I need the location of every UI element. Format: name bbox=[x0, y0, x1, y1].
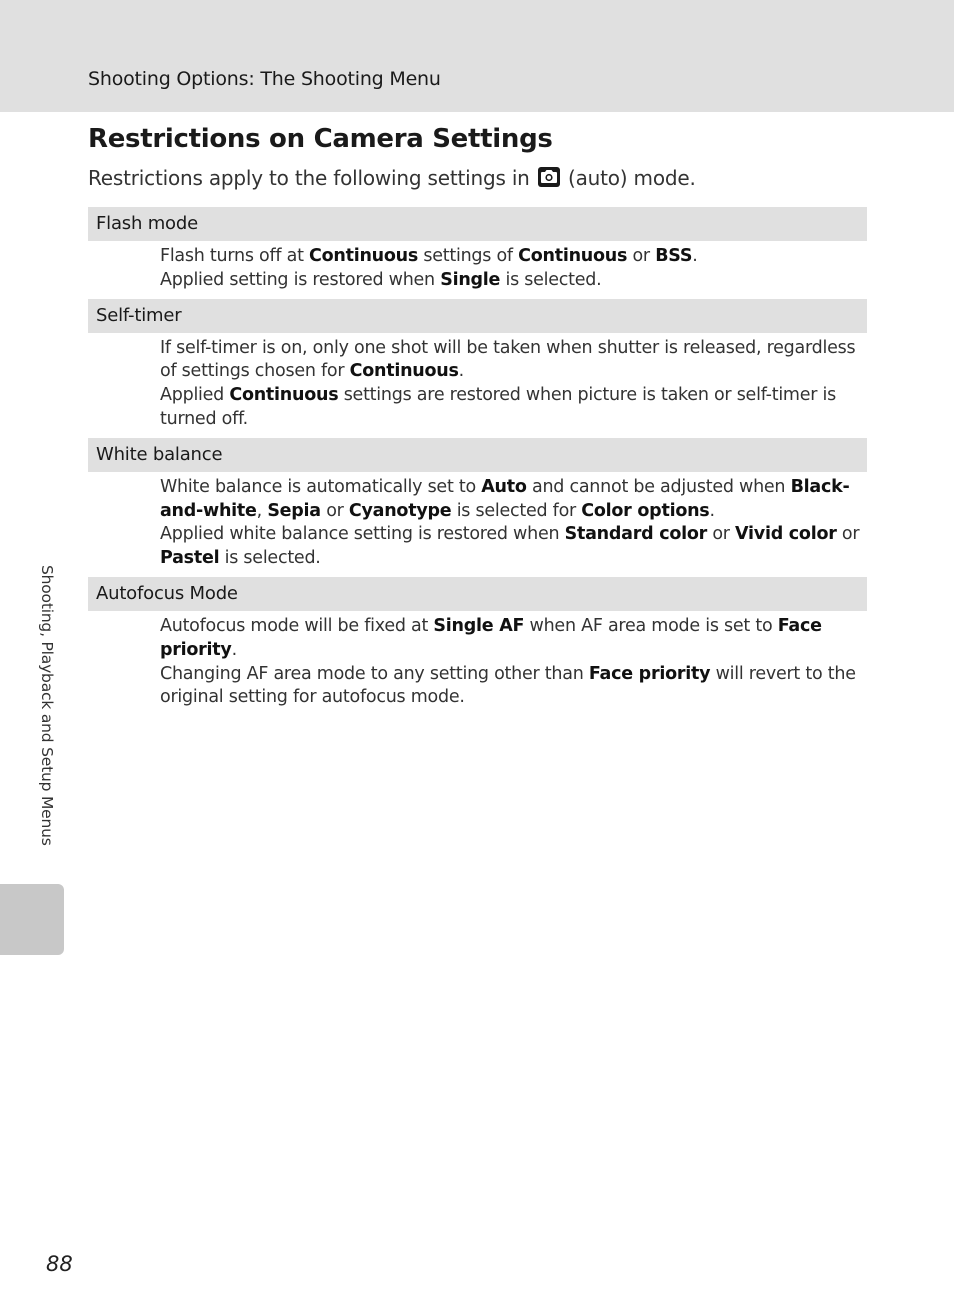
text-run: . bbox=[692, 246, 698, 266]
text-run: settings of bbox=[418, 246, 519, 266]
text-run: or bbox=[836, 524, 860, 545]
text-run: settings are restored when picture is taken or self-timer is turned off. bbox=[160, 385, 836, 429]
text-run: Applied bbox=[160, 385, 230, 406]
section-body bbox=[88, 333, 867, 438]
setting-name: Continuous bbox=[309, 246, 419, 266]
text-run: will revert to the original setting for autofocus mode. bbox=[160, 663, 856, 708]
page-title: Restrictions on Camera Settings bbox=[88, 124, 553, 154]
setting-name: Face priority bbox=[588, 663, 711, 684]
restrictions-list bbox=[88, 207, 867, 716]
restriction-paragraph bbox=[160, 476, 867, 524]
text-run: and cannot be adjusted when bbox=[526, 476, 791, 497]
text-run: Applied white balance setting is restored when bbox=[160, 524, 565, 545]
text-run: or bbox=[320, 500, 349, 521]
text-run: . bbox=[458, 361, 464, 382]
text-run: when AF area mode is set to bbox=[524, 615, 778, 636]
restriction-section bbox=[88, 207, 867, 299]
setting-name: Cyanotype bbox=[348, 500, 452, 521]
restriction-paragraph bbox=[160, 384, 867, 432]
section-body bbox=[88, 241, 867, 299]
chapter-tab bbox=[0, 884, 64, 955]
intro-text-after: (auto) mode. bbox=[561, 166, 696, 190]
header-band bbox=[0, 0, 954, 112]
text-run: is selected for bbox=[451, 500, 582, 521]
page-number: 88 bbox=[46, 1252, 73, 1276]
section-body bbox=[88, 472, 867, 577]
setting-name: Continuous bbox=[229, 385, 339, 406]
restriction-paragraph bbox=[160, 245, 867, 269]
setting-name: Auto bbox=[481, 476, 527, 497]
section-heading: White balance bbox=[88, 438, 867, 472]
text-run: is selected. bbox=[219, 548, 321, 569]
setting-name: Black-and-white bbox=[160, 476, 850, 521]
setting-name: Single AF bbox=[433, 615, 525, 636]
section-body bbox=[88, 611, 867, 716]
text-run: , bbox=[256, 500, 268, 521]
text-run: Flash turns off at bbox=[160, 246, 310, 266]
text-run: Autofocus mode will be fixed at bbox=[160, 615, 434, 636]
text-run: or bbox=[627, 246, 656, 266]
text-run: White balance is automatically set to bbox=[160, 476, 482, 497]
section-heading: Autofocus Mode bbox=[88, 577, 867, 611]
restriction-paragraph bbox=[160, 663, 867, 711]
restriction-paragraph bbox=[160, 269, 867, 293]
setting-name: Sepia bbox=[267, 500, 321, 521]
setting-name: Color options bbox=[581, 500, 710, 521]
restriction-section bbox=[88, 299, 867, 438]
running-header: Shooting Options: The Shooting Menu bbox=[88, 68, 441, 90]
section-heading: Self-timer bbox=[88, 299, 867, 333]
restriction-paragraph bbox=[160, 523, 867, 571]
text-run: If self-timer is on, only one shot will be taken when shutter is released, regardless of settings chosen for bbox=[160, 337, 856, 382]
restriction-section bbox=[88, 577, 867, 716]
text-run: or bbox=[707, 524, 736, 545]
text-run: . bbox=[231, 639, 237, 660]
setting-name: Standard color bbox=[564, 524, 708, 545]
restriction-paragraph bbox=[160, 615, 867, 663]
intro-text-before: Restrictions apply to the following settings in bbox=[88, 166, 536, 190]
restriction-paragraph bbox=[160, 337, 867, 385]
intro-text bbox=[88, 166, 696, 190]
section-heading: Flash mode bbox=[88, 207, 867, 241]
text-run: . bbox=[709, 500, 715, 521]
text-run: Applied setting is restored when bbox=[160, 269, 441, 290]
text-run: Changing AF area mode to any setting other than bbox=[160, 663, 589, 684]
setting-name: Pastel bbox=[160, 548, 220, 569]
camera-auto-mode-icon bbox=[538, 167, 560, 187]
setting-name: BSS bbox=[655, 246, 693, 266]
setting-name: Face priority bbox=[160, 615, 822, 660]
setting-name: Single bbox=[440, 269, 501, 290]
side-chapter-label: Shooting, Playback and Setup Menus bbox=[38, 565, 56, 846]
setting-name: Vivid color bbox=[735, 524, 837, 545]
text-run: is selected. bbox=[500, 269, 602, 290]
setting-name: Continuous bbox=[349, 361, 459, 382]
setting-name: Continuous bbox=[518, 246, 628, 266]
restriction-section bbox=[88, 438, 867, 577]
